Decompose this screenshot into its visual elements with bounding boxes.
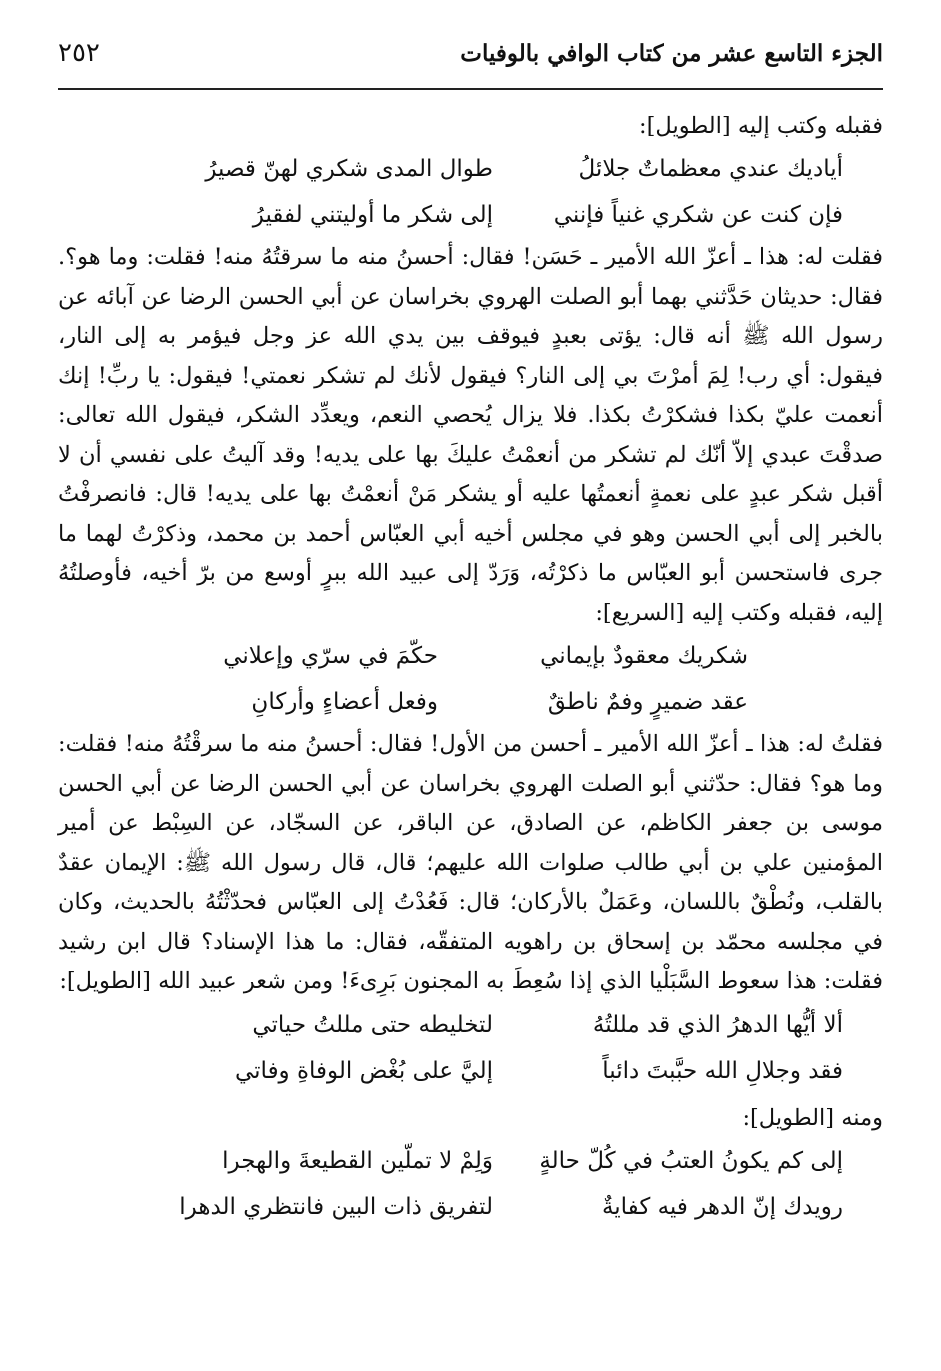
verse-first-hemistich: رويدك إنّ الدهر فيه كفايةٌ: [601, 1193, 843, 1220]
meter-label: فقبله وكتب إليه [الطويل]:: [639, 113, 883, 139]
verse-line: [58, 679, 883, 725]
verse-line: [58, 1002, 883, 1048]
verse-second-hemistich: طوال المدى شكري لهنّ قصيرُ: [205, 156, 493, 182]
prose-paragraph: فقلت له: هذا ـ أعزّ الله الأمير ـ حَسَن! فقال: أحسنُ منه ما سرقتُهُ منه! فقلت: وما هو؟. فقال: حديثان حَدَّثني بهما أبو الصلت الهروي بخراسان عن أبي الحسن الرضا عن آبائه عن رسول الله ﷺ أنه قال: يؤتى بعبدٍ فيوقف بين يدي الله عز وجل فيؤمر به إلى النار، فيقول: أي رب! لِمَ أمرْتَ بي إلى النار؟ فيقول لأنك لم تشكر نعمتي! فيقول: يا ربِّ! إنك أنعمت عليّ بكذا فشكرْتُ بكذا. فلا يزال يُحصي النعم، ويعدِّد الشكر، فيقول الله تعالى: صدقْتَ عبدي إلاّ أنّك لم تشكر من أنعمْتُ عليكَ بها على يديه! وقد آليتُ على نفسي أن لا أقبل شكر عبدٍ على نعمةٍ أنعمتُها عليه أو يشكر مَنْ أنعمْتُ بها على يديه! قال: فانصرفْتُ بالخبر إلى أبي الحسن وهو في مجلس أخيه أبي العبّاس أحمد بن محمد، وذكرْتُ لهما ما جرى فاستحسن أبو العبّاس ما ذكرْتُه، وَرَدّ إلى عبيد الله ببرٍ أوسع من برّ أخيه، فأوصلتُهُ إليه، فقبله وكتب إليه [السريع]:: [58, 244, 883, 626]
verse-first-hemistich: فقد وجلالِ الله حبَّبتَ دائباً: [602, 1057, 843, 1084]
verse-first-hemistich: ألا أيُّها الدهرُ الذي قد مللتُهُ: [592, 1011, 843, 1038]
verse-line: [58, 1048, 883, 1094]
verse-first-hemistich: شكريك معقودٌ بإيماني: [540, 643, 748, 669]
verse-line: [58, 1138, 883, 1184]
meter-label: ومنه [الطويل]:: [742, 1104, 883, 1131]
verse-line: [58, 633, 883, 679]
verse-second-hemistich: حكّمَ في سرّي وإعلاني: [223, 643, 438, 669]
verse-first-hemistich: أياديك عندي معظماتٌ جلائلُ: [578, 156, 843, 182]
verse-second-hemistich: لتخليطه حتى مللتُ حياتي: [252, 1011, 493, 1038]
verse-first-hemistich: فإن كنت عن شكري غنياً فإنني: [553, 202, 843, 228]
verse-second-hemistich: إليَّ على بُغْض الوفاةِ وفاتي: [234, 1057, 493, 1084]
verse-line: [58, 1184, 883, 1230]
verse-first-hemistich: عقد ضميرٍ وفمٌ ناطقٌ: [547, 689, 748, 715]
verse-second-hemistich: لتفريق ذات البين فانتظري الدهرا: [179, 1193, 493, 1220]
verse-second-hemistich: إلى شكر ما أوليتني لفقيرُ: [252, 202, 493, 228]
page-header: [58, 30, 883, 90]
verse-second-hemistich: وَلِمْ لا تملّين القطيعةَ والهجرا: [222, 1147, 493, 1174]
verse-second-hemistich: وفعل أعضاءٍ وأركانِ: [251, 689, 438, 715]
verse-line: [58, 192, 883, 238]
verse-line: [58, 146, 883, 192]
page-body: [58, 106, 883, 1230]
running-title: الجزء التاسع عشر من كتاب الوافي بالوفيات: [460, 40, 883, 67]
verse-first-hemistich: إلى كم يكونُ العتبُ في كُلّ حالةٍ: [539, 1147, 843, 1174]
page-number: ٢٥٢: [58, 38, 100, 68]
prose-paragraph: فقلتُ له: هذا ـ أعزّ الله الأمير ـ أحسن من الأول! فقال: أحسنُ منه ما سرقْتُهُ منه! فقلت: وما هو؟ فقال: حدّثني أبو الصلت الهروي بخراسان عن أبي الحسن الرضا عن أبي الحسن موسى بن جعفر الكاظم، عن الصادق، عن الباقر، عن السجّاد، عن السِبْط عن أمير المؤمنين علي بن أبي طالب صلوات الله عليهم؛ قال، قال رسول الله ﷺ: الإيمان عقدٌ بالقلب، ونُطْقٌ باللسان، وعَمَلٌ بالأركان؛ قال: فَعُدْتُ إلى العبّاس فحدّثْتُهُ بالحديث، وكان في مجلسه محمّد بن إسحاق بن راهويه المتفقّه، فقال: ما هذا الإسناد؟ قال ابن رشيد فقلت: هذا سعوط السَّبَلْيا الذي إذا سُعِطَ به المجنون بَرِىءَ! ومن شعر عبيد الله [الطويل]:: [58, 731, 883, 994]
